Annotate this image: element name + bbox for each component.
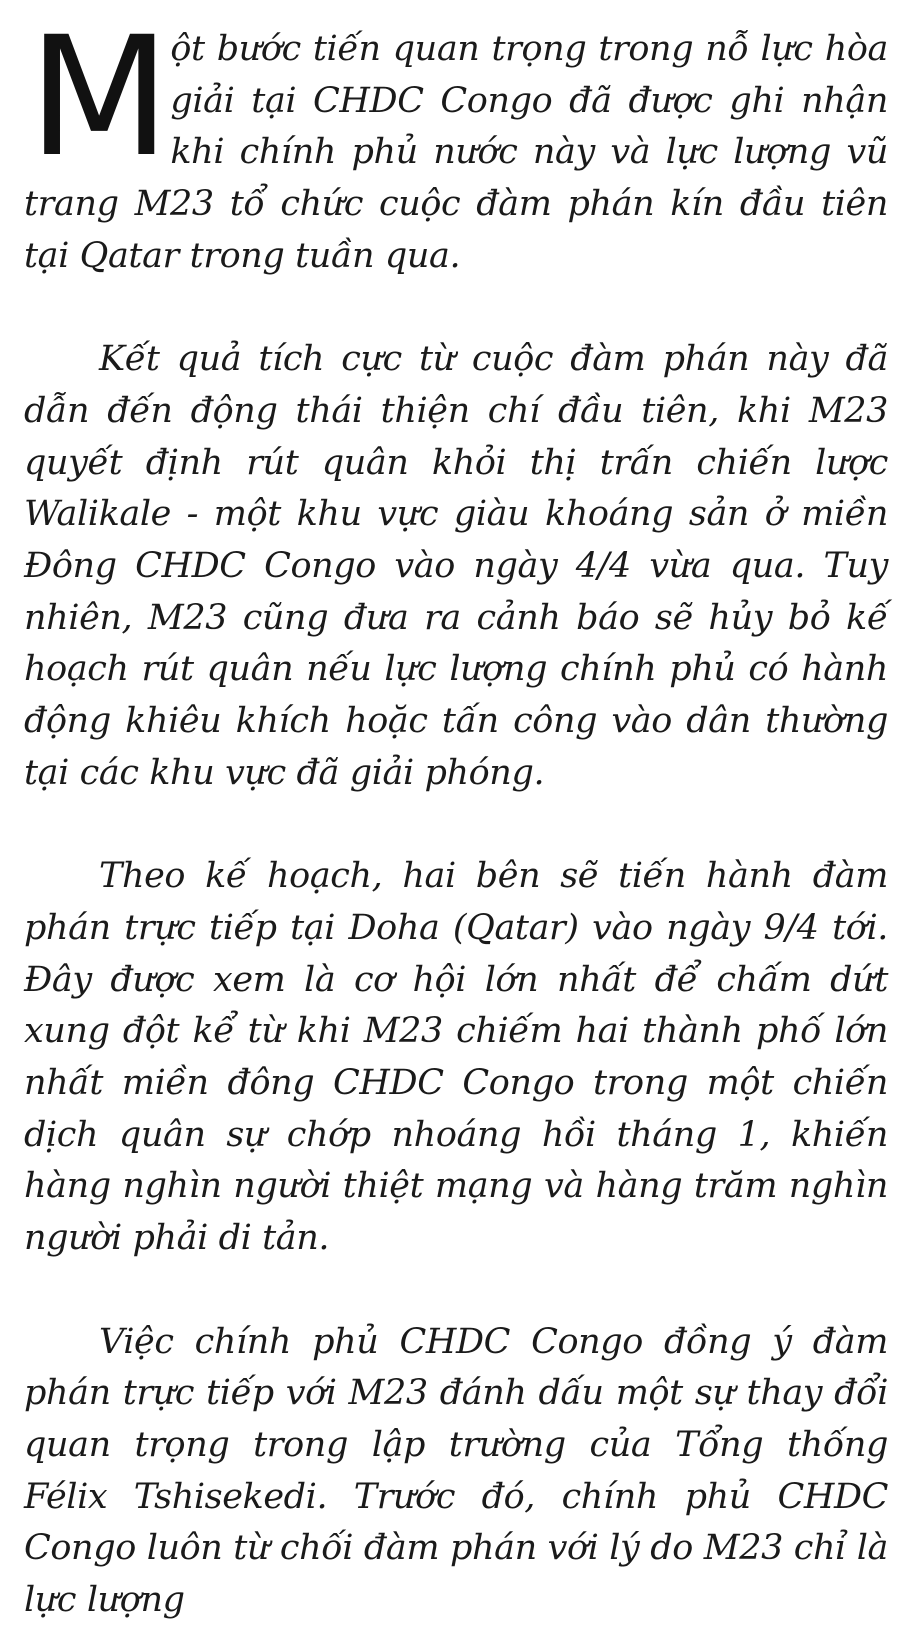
article-paragraph-4: Việc chính phủ CHDC Congo đồng ý đàm phán trực tiếp với M23 đánh dấu một sự thay đổi quan trọng trong lập trường của Tổng thống Félix Tshisekedi. Trước đó, chính phủ CHDC Congo luôn từ chối đàm phán với lý do M23 chỉ là lực lượng: [24, 1321, 888, 1621]
article-paragraph-3: Theo kế hoạch, hai bên sẽ tiến hành đàm phán trực tiếp tại Doha (Qatar) vào ngày 9/4 tới. Đây được xem là cơ hội lớn nhất để chấm dứt xung đột kể từ khi M23 chiếm hai thành phố lớn nhất miền đông CHDC Congo trong một chiến dịch quân sự chớp nhoáng hồi tháng 1, khiến hàng nghìn người thiệt mạng và hàng trăm nghìn người phải di tản.: [24, 856, 888, 1259]
drop-cap: M: [28, 1, 165, 193]
article-paragraph-2: Kết quả tích cực từ cuộc đàm phán này đã dẫn đến động thái thiện chí đầu tiên, khi M23 quyết định rút quân khỏi thị trấn chiến lược Walikale - một khu vực giàu khoáng sản ở miền Đông CHDC Congo vào ngày 4/4 vừa qua. Tuy nhiên, M23 cũng đưa ra cảnh báo sẽ hủy bỏ kế hoạch rút quân nếu lực lượng chính phủ có hành động khiêu khích hoặc tấn công vào dân thường tại các khu vực đã giải phóng.: [24, 339, 888, 793]
paragraph-1-text: ột bước tiến quan trọng trong nỗ lực hòa giải tại CHDC Congo đã được ghi nhận khi chính phủ nước này và lực lượng vũ trang M23 tổ chức cuộc đàm phán kín đầu tiên tại Qatar trong tuần qua.: [24, 29, 888, 276]
article-paragraph-1: [24, 1, 888, 283]
